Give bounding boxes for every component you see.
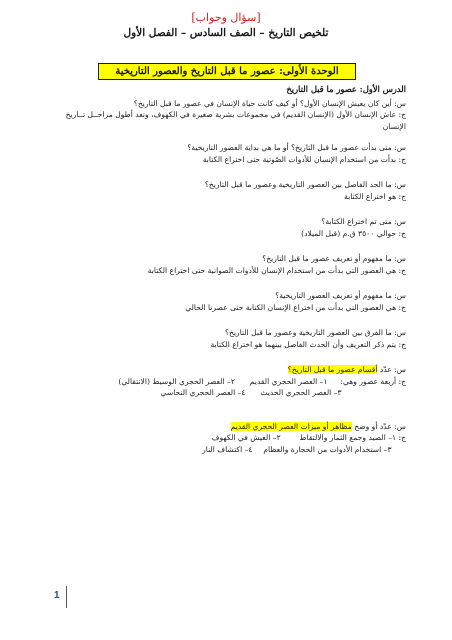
page-number-divider	[66, 586, 67, 608]
answer: ج: هي العصور التي بدأت من اختراع الإنسان الكتابة حتى عصرنا الحالي	[185, 302, 406, 312]
question-highlight: أقسام عصور ما قبل التاريخ؟	[287, 365, 378, 374]
question: س: ما الفرق بين العصور التاريخية وعصور ما قبل التاريخ؟	[225, 328, 406, 337]
question	[54, 364, 406, 376]
page-number: 1	[54, 590, 60, 601]
answer-line-1	[54, 432, 406, 444]
question-highlight: مظاهر أو ميزات العصر الحجري القديم	[230, 421, 352, 431]
answer: ج: حوالي ٣٥٠٠ ق.م (قبل الميلاد)	[301, 228, 406, 238]
answer-item-4: ٤– اكتشاف النار	[202, 444, 253, 454]
question: س: أين كان يعيش الإنسان الأول؟ أو كيف كانت حياة الإنسان في عصور ما قبل التاريخ؟	[133, 98, 406, 108]
answer-item-4: ٤– العصر الحجري النحاسي	[160, 388, 246, 397]
qa-item-6	[54, 290, 406, 313]
qa-item-7	[54, 327, 406, 350]
unit-title: الوحدة الأولى: عصور ما قبل التاريخ والعصور التاريخية	[98, 63, 356, 80]
answer-intro: ج:	[398, 433, 406, 442]
question	[54, 421, 406, 433]
answer-line-2	[54, 387, 406, 399]
header-title: تلخيص التاريخ – الصف السادس – الفصل الأول	[123, 27, 329, 39]
question-prefix: س: عدّد	[377, 365, 406, 374]
qa-item-3	[54, 179, 406, 202]
answer: ج: عاش الإنسان الأول (الإنسان القديم) في مجموعات بشرية صغيرة في الكهوف، وتعد أطول مراحــل تــاريخ الإنسان	[65, 110, 406, 131]
answer-item-3: ٣– العصر الحجري الحديث	[260, 388, 342, 397]
answer: ج: بدأت من استخدام الإنسان للأدوات الصّوتية حتى اختراع الكتابة	[202, 154, 406, 164]
answer: ج: يتم ذكر التعريف وأن الحدث الفاصل بينهما هو اختراع الكتابة	[210, 339, 406, 349]
content	[54, 84, 406, 469]
question: س: ما الحد الفاصل بين العصور التاريخية وعصور ما قبل التاريخ؟	[204, 180, 406, 189]
answer-line-1	[54, 376, 406, 388]
lesson-title: الدرس الأول: عصور ما قبل التاريخ	[286, 84, 406, 94]
qa-item-5	[54, 253, 406, 276]
qa-item-2	[54, 142, 406, 165]
answer: ج: هي العصور التي بدأت من استخدام الإنسان للأدوات الصوانية حتى اختراع الكتابة	[147, 265, 406, 275]
header-tag: [سؤال وجواب]	[191, 11, 261, 24]
question: س: متى بدأت عصور ما قبل التاريخ؟ أو ما هي بداية العصور التاريخية؟	[187, 143, 406, 152]
answer-item-1: ١– العصر الحجري القديم	[249, 376, 328, 386]
qa-item-1	[54, 98, 406, 133]
answer-item-3: ٣– استخدام الأدوات من الحجارة والعظام	[263, 444, 392, 454]
question-prefix: س: عدّد أو وضح	[351, 421, 406, 431]
question: س: ما مفهوم أو تعريف عصور ما قبل التاريخ؟	[262, 254, 406, 263]
answer-item-2: ٢– العيش في الكهوف	[211, 433, 281, 442]
answer: ج: هو اختراع الكتابة	[344, 191, 406, 201]
answer-item-1: ١– الصيد وجمع الثمار والالتقاط	[299, 433, 397, 442]
answer-line-2	[54, 444, 406, 456]
qa-item-9	[54, 421, 406, 456]
qa-item-4	[54, 216, 406, 239]
qa-item-8	[54, 364, 406, 399]
answer-intro: ج: أربعة عصور وهي:	[340, 376, 406, 386]
question: س: متى تم اختراع الكتابة؟	[321, 217, 406, 226]
answer-item-2: ٢– العصر الحجري الوسيط (الانتقالي)	[118, 376, 235, 386]
question: س: ما مفهوم أو تعريف العصور التاريخية؟	[275, 291, 406, 300]
